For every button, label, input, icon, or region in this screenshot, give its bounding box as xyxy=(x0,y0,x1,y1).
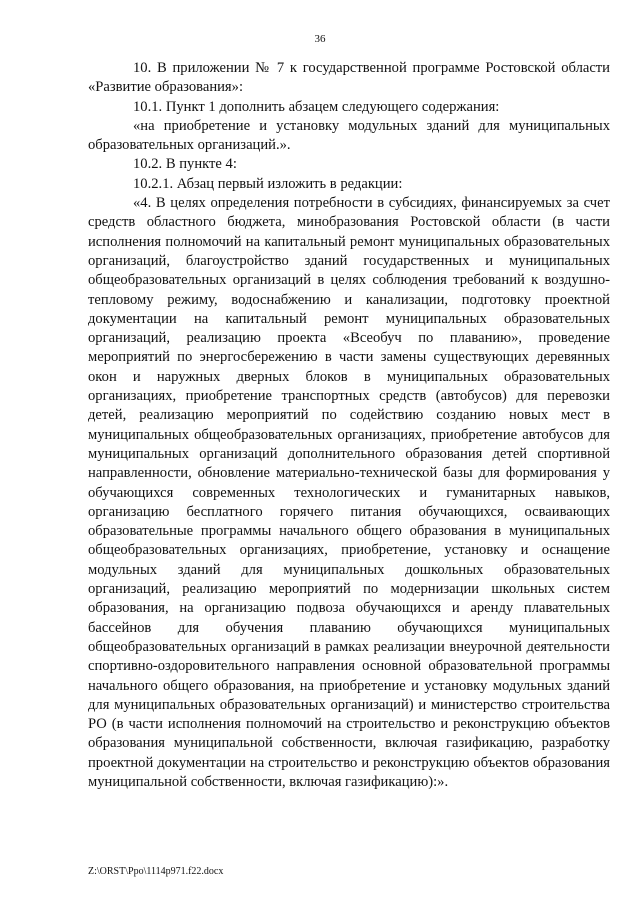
paragraph-item-10: 10. В приложении № 7 к государственной программе Ростовской области «Развитие образования»: xyxy=(88,60,610,96)
paragraph-item-10-2-1: 10.2.1. Абзац первый изложить в редакции: xyxy=(133,175,403,192)
paragraph-item-10-1: 10.1. Пункт 1 дополнить абзацем следующего содержания: xyxy=(133,98,500,115)
paragraph-quote-modular: «на приобретение и установку модульных зданий для муниципальных образовательных организаций.». xyxy=(88,117,610,154)
document-body xyxy=(88,59,610,792)
page-number: 36 xyxy=(314,33,326,45)
footer-file-path: Z:\ORST\Ppo\1114p971.f22.docx xyxy=(88,866,224,877)
paragraph-point-4-text: «4. В целях определения потребности в субсидиях, финансируемых за счет средств областного бюджета, минобразования Ростовской области (в части исполнения полномочий на капитальный ремонт муниципальных образовательных организаций, благоустройство зданий государственных и муниципальных общеобразовательных организаций в целях соблюдения требований к воздушно-тепловому режиму, водоснабжению и канализации, подготовку проектной документации на капитальный ремонт муниципальных образовательных организаций, реализацию проекта «Всеобуч по плаванию», проведение мероприятий по энергосбережению в части замены существующих деревянных окон и наружных дверных блоков в муниципальных образовательных организациях, приобретение транспортных средств (автобусов) для перевозки детей, реализацию мероприятий по содействию созданию новых мест в муниципальных общеобразовательных организациях, приобретение автобусов для муниципальных организаций дополнительного образования детей спортивной направленности, обновление материально-технической базы для формирования у обучающихся современных технологических и гуманитарных навыков, организацию бесплатного горячего питания обучающихся, осваивающих образовательные программы начального общего образования в муниципальных общеобразовательных организациях, приобретение, установку и оснащение модульных зданий для муниципальных дошкольных образовательных организаций, реализацию мероприятий по модернизации школьных систем образования, на организацию подвоза обучающихся и аренду плавательных бассейнов для обучения плаванию обучающихся муниципальных общеобразовательных организаций в рамках реализации внеурочной деятельности спортивно-оздоровительного направления основной образовательной программы начального общего образования, на приобретение и установку модульных зданий для муниципальных образовательных организаций) и министерство строительства РО (в части исполнения полномочий на строительство и реконструкцию объектов образования муниципальной собственности, включая газификацию, разработку проектной документации на строительство и реконструкцию объектов образования муниципальной собственности, включая газификацию):». xyxy=(88,195,610,790)
paragraph-item-10-2: 10.2. В пункте 4: xyxy=(133,156,237,173)
